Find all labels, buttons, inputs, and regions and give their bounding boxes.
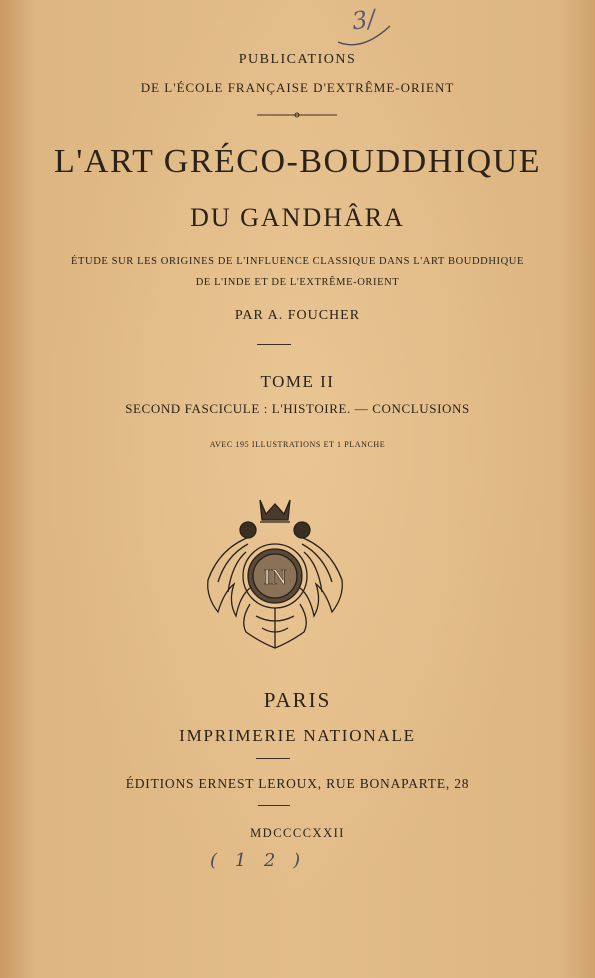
author-divider: [257, 344, 291, 345]
ornamental-divider: [257, 110, 337, 120]
imprint-printer: IMPRIMERIE NATIONALE: [179, 726, 416, 745]
imprint-year: MDCCCCXXII: [250, 826, 345, 840]
imprint-editions: ÉDITIONS ERNEST LEROUX, RUE BONAPARTE, 28: [125, 776, 470, 791]
publisher-line-1: PUBLICATIONS: [238, 52, 357, 67]
shelf-mark-annotation: 3/: [350, 4, 378, 36]
editions-divider: [258, 805, 290, 806]
tome-label: TOME II: [260, 372, 335, 391]
illustrations-line: AVEC 195 ILLUSTRATIONS ET 1 PLANCHE: [209, 440, 386, 449]
pencil-annotation: ( 1 2 ): [210, 850, 307, 871]
imprint-city: PARIS: [263, 688, 332, 712]
author-line: PAR A. FOUCHER: [234, 308, 361, 323]
publisher-line-2: DE L'ÉCOLE FRANÇAISE D'EXTRÊME-ORIENT: [140, 80, 455, 95]
main-title: L'ART GRÉCO-BOUDDHIQUE: [54, 143, 541, 180]
imperial-eagle-emblem-icon: [200, 492, 350, 652]
shelf-mark-underline: [332, 22, 402, 52]
svg-text:IN: IN: [263, 564, 287, 589]
description-line-2: DE L'INDE ET DE L'EXTRÊME-ORIENT: [195, 277, 400, 288]
description-line-1: ÉTUDE SUR LES ORIGINES DE L'INFLUENCE CLASSIQUE DANS L'ART BOUDDHIQUE: [71, 256, 524, 267]
sub-title: DU GANDHÂRA: [190, 203, 405, 232]
fascicle-line: SECOND FASCICULE : L'HISTOIRE. — CONCLUSIONS: [125, 401, 470, 416]
printer-divider: [256, 758, 290, 759]
